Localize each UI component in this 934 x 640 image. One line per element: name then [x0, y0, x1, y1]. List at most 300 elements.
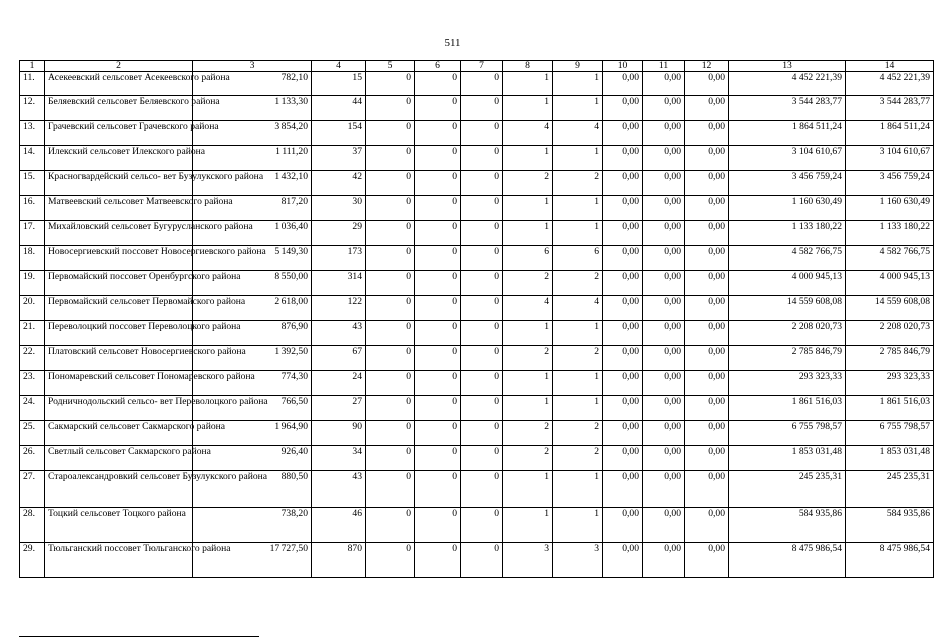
cell-c8: 6	[503, 246, 553, 271]
table-body	[20, 72, 934, 578]
cell-c5: 0	[366, 508, 415, 543]
cell-c4: 43	[312, 321, 366, 346]
cell-c7: 0	[461, 346, 503, 371]
cell-c6: 0	[415, 196, 461, 221]
cell-c13: 1 160 630,49	[729, 196, 846, 221]
cell-c13: 3 104 610,67	[729, 146, 846, 171]
cell-c3: 774,30	[193, 371, 312, 396]
cell-c3: 782,10	[193, 72, 312, 96]
cell-c12: 0,00	[685, 146, 729, 171]
cell-c14: 584 935,86	[846, 508, 934, 543]
cell-c9: 6	[553, 246, 603, 271]
cell-c13: 2 208 020,73	[729, 321, 846, 346]
cell-c6: 0	[415, 471, 461, 508]
cell-c5: 0	[366, 196, 415, 221]
cell-c4: 122	[312, 296, 366, 321]
cell-c7: 0	[461, 446, 503, 471]
cell-c6: 0	[415, 221, 461, 246]
cell-c5: 0	[366, 271, 415, 296]
table-row	[20, 471, 934, 508]
cell-c4: 46	[312, 508, 366, 543]
cell-c14: 14 559 608,08	[846, 296, 934, 321]
cell-c11: 0,00	[643, 296, 685, 321]
cell-c10: 0,00	[603, 346, 643, 371]
column-header: 2	[45, 61, 193, 72]
table-row	[20, 271, 934, 296]
cell-c10: 0,00	[603, 221, 643, 246]
row-number: 28.	[20, 508, 45, 543]
cell-c11: 0,00	[643, 72, 685, 96]
cell-c6: 0	[415, 121, 461, 146]
row-number: 13.	[20, 121, 45, 146]
cell-c7: 0	[461, 121, 503, 146]
cell-c6: 0	[415, 296, 461, 321]
table-row	[20, 196, 934, 221]
cell-c7: 0	[461, 471, 503, 508]
column-header: 11	[643, 61, 685, 72]
cell-c7: 0	[461, 221, 503, 246]
cell-c9: 1	[553, 96, 603, 121]
cell-c4: 173	[312, 246, 366, 271]
cell-c10: 0,00	[603, 296, 643, 321]
row-number: 14.	[20, 146, 45, 171]
table-row	[20, 72, 934, 96]
cell-c3: 1 964,90	[193, 421, 312, 446]
table-row	[20, 146, 934, 171]
table-row	[20, 296, 934, 321]
page-number: 511	[444, 37, 461, 49]
table-row	[20, 508, 934, 543]
cell-c13: 3 544 283,77	[729, 96, 846, 121]
row-number: 16.	[20, 196, 45, 221]
municipality-name: Сакмарский сельсовет Сакмарского района	[45, 421, 193, 446]
cell-c12: 0,00	[685, 296, 729, 321]
cell-c7: 0	[461, 508, 503, 543]
row-number: 17.	[20, 221, 45, 246]
cell-c6: 0	[415, 96, 461, 121]
cell-c10: 0,00	[603, 421, 643, 446]
cell-c5: 0	[366, 371, 415, 396]
table-row	[20, 396, 934, 421]
cell-c5: 0	[366, 296, 415, 321]
municipality-name: Красногвардейский сельсо- вет Бузулукского района	[45, 171, 193, 196]
cell-c3: 1 111,20	[193, 146, 312, 171]
municipality-name: Тоцкий сельсовет Тоцкого района	[45, 508, 193, 543]
cell-c7: 0	[461, 196, 503, 221]
cell-c8: 1	[503, 396, 553, 421]
cell-c13: 4 582 766,75	[729, 246, 846, 271]
cell-c11: 0,00	[643, 146, 685, 171]
cell-c5: 0	[366, 146, 415, 171]
cell-c4: 30	[312, 196, 366, 221]
cell-c5: 0	[366, 221, 415, 246]
cell-c13: 8 475 986,54	[729, 543, 846, 578]
cell-c8: 2	[503, 271, 553, 296]
cell-c8: 1	[503, 371, 553, 396]
cell-c10: 0,00	[603, 508, 643, 543]
cell-c3: 876,90	[193, 321, 312, 346]
cell-c8: 1	[503, 221, 553, 246]
cell-c11: 0,00	[643, 508, 685, 543]
cell-c9: 1	[553, 146, 603, 171]
cell-c13: 4 452 221,39	[729, 72, 846, 96]
cell-c8: 2	[503, 346, 553, 371]
cell-c9: 1	[553, 508, 603, 543]
column-header: 10	[603, 61, 643, 72]
municipality-name: Матвеевский сельсовет Матвеевского района	[45, 196, 193, 221]
cell-c11: 0,00	[643, 221, 685, 246]
cell-c7: 0	[461, 271, 503, 296]
table-row	[20, 371, 934, 396]
cell-c3: 17 727,50	[193, 543, 312, 578]
cell-c12: 0,00	[685, 396, 729, 421]
cell-c8: 2	[503, 171, 553, 196]
cell-c12: 0,00	[685, 221, 729, 246]
cell-c4: 43	[312, 471, 366, 508]
cell-c8: 4	[503, 296, 553, 321]
cell-c8: 2	[503, 446, 553, 471]
row-number: 15.	[20, 171, 45, 196]
municipality-name: Светлый сельсовет Сакмарского района	[45, 446, 193, 471]
cell-c9: 1	[553, 72, 603, 96]
cell-c11: 0,00	[643, 543, 685, 578]
column-header: 12	[685, 61, 729, 72]
cell-c10: 0,00	[603, 371, 643, 396]
cell-c14: 2 785 846,79	[846, 346, 934, 371]
municipality-name: Переволоцкий поссовет Переволоцкого района	[45, 321, 193, 346]
cell-c12: 0,00	[685, 196, 729, 221]
row-number: 24.	[20, 396, 45, 421]
cell-c4: 870	[312, 543, 366, 578]
cell-c14: 1 861 516,03	[846, 396, 934, 421]
cell-c6: 0	[415, 246, 461, 271]
cell-c10: 0,00	[603, 321, 643, 346]
cell-c13: 1 861 516,03	[729, 396, 846, 421]
municipality-name: Родничнодольский сельсо- вет Переволоцкого района	[45, 396, 193, 421]
cell-c12: 0,00	[685, 96, 729, 121]
table-row	[20, 246, 934, 271]
municipality-name: Грачевский сельсовет Грачевского района	[45, 121, 193, 146]
cell-c6: 0	[415, 396, 461, 421]
cell-c11: 0,00	[643, 196, 685, 221]
cell-c14: 1 160 630,49	[846, 196, 934, 221]
cell-c8: 1	[503, 321, 553, 346]
cell-c14: 4 582 766,75	[846, 246, 934, 271]
municipality-name: Первомайский сельсовет Первомайского района	[45, 296, 193, 321]
municipality-name: Платовский сельсовет Новосергиевского района	[45, 346, 193, 371]
cell-c11: 0,00	[643, 171, 685, 196]
cell-c6: 0	[415, 72, 461, 96]
cell-c6: 0	[415, 446, 461, 471]
cell-c8: 1	[503, 196, 553, 221]
row-number: 25.	[20, 421, 45, 446]
cell-c7: 0	[461, 246, 503, 271]
cell-c9: 4	[553, 296, 603, 321]
cell-c8: 3	[503, 543, 553, 578]
cell-c8: 1	[503, 146, 553, 171]
cell-c10: 0,00	[603, 72, 643, 96]
row-number: 23.	[20, 371, 45, 396]
cell-c11: 0,00	[643, 346, 685, 371]
table-row	[20, 121, 934, 146]
cell-c3: 766,50	[193, 396, 312, 421]
cell-c10: 0,00	[603, 396, 643, 421]
cell-c12: 0,00	[685, 246, 729, 271]
cell-c5: 0	[366, 72, 415, 96]
cell-c14: 2 208 020,73	[846, 321, 934, 346]
cell-c9: 2	[553, 346, 603, 371]
column-header: 6	[415, 61, 461, 72]
cell-c4: 90	[312, 421, 366, 446]
cell-c4: 42	[312, 171, 366, 196]
municipality-name: Первомайский поссовет Оренбургского района	[45, 271, 193, 296]
footnote-divider	[19, 636, 259, 637]
row-number: 27.	[20, 471, 45, 508]
cell-c6: 0	[415, 346, 461, 371]
cell-c7: 0	[461, 296, 503, 321]
data-table	[19, 60, 934, 578]
cell-c12: 0,00	[685, 543, 729, 578]
column-header: 1	[20, 61, 45, 72]
cell-c4: 67	[312, 346, 366, 371]
column-header: 3	[193, 61, 312, 72]
cell-c11: 0,00	[643, 371, 685, 396]
cell-c13: 1 853 031,48	[729, 446, 846, 471]
cell-c3: 3 854,20	[193, 121, 312, 146]
cell-c13: 6 755 798,57	[729, 421, 846, 446]
column-header: 4	[312, 61, 366, 72]
cell-c13: 2 785 846,79	[729, 346, 846, 371]
cell-c12: 0,00	[685, 446, 729, 471]
cell-c7: 0	[461, 321, 503, 346]
cell-c14: 1 133 180,22	[846, 221, 934, 246]
table-row	[20, 221, 934, 246]
cell-c3: 8 550,00	[193, 271, 312, 296]
cell-c4: 154	[312, 121, 366, 146]
cell-c13: 1 133 180,22	[729, 221, 846, 246]
table-row	[20, 321, 934, 346]
cell-c12: 0,00	[685, 72, 729, 96]
cell-c9: 1	[553, 471, 603, 508]
table-row	[20, 346, 934, 371]
cell-c5: 0	[366, 421, 415, 446]
cell-c7: 0	[461, 146, 503, 171]
cell-c7: 0	[461, 543, 503, 578]
cell-c14: 4 452 221,39	[846, 72, 934, 96]
cell-c8: 1	[503, 508, 553, 543]
municipality-name: Илекский сельсовет Илекского района	[45, 146, 193, 171]
cell-c8: 1	[503, 471, 553, 508]
cell-c5: 0	[366, 121, 415, 146]
cell-c9: 1	[553, 371, 603, 396]
municipality-name: Староалександровкий сельсовет Бузулукского района	[45, 471, 193, 508]
cell-c12: 0,00	[685, 371, 729, 396]
cell-c11: 0,00	[643, 421, 685, 446]
cell-c10: 0,00	[603, 543, 643, 578]
cell-c10: 0,00	[603, 146, 643, 171]
cell-c10: 0,00	[603, 121, 643, 146]
row-number: 18.	[20, 246, 45, 271]
row-number: 22.	[20, 346, 45, 371]
cell-c13: 293 323,33	[729, 371, 846, 396]
cell-c5: 0	[366, 171, 415, 196]
cell-c5: 0	[366, 543, 415, 578]
table-row	[20, 543, 934, 578]
cell-c4: 15	[312, 72, 366, 96]
cell-c14: 293 323,33	[846, 371, 934, 396]
cell-c9: 3	[553, 543, 603, 578]
table-row	[20, 446, 934, 471]
cell-c5: 0	[366, 96, 415, 121]
cell-c7: 0	[461, 72, 503, 96]
cell-c7: 0	[461, 396, 503, 421]
cell-c14: 1 864 511,24	[846, 121, 934, 146]
cell-c6: 0	[415, 371, 461, 396]
cell-c3: 1 432,10	[193, 171, 312, 196]
row-number: 12.	[20, 96, 45, 121]
column-header: 7	[461, 61, 503, 72]
cell-c11: 0,00	[643, 446, 685, 471]
cell-c8: 1	[503, 96, 553, 121]
cell-c10: 0,00	[603, 171, 643, 196]
cell-c11: 0,00	[643, 246, 685, 271]
cell-c14: 245 235,31	[846, 471, 934, 508]
municipality-name: Тюльганский поссовет Тюльганского района	[45, 543, 193, 578]
cell-c14: 6 755 798,57	[846, 421, 934, 446]
cell-c10: 0,00	[603, 246, 643, 271]
cell-c4: 29	[312, 221, 366, 246]
cell-c4: 27	[312, 396, 366, 421]
cell-c3: 880,50	[193, 471, 312, 508]
cell-c5: 0	[366, 396, 415, 421]
cell-c9: 2	[553, 271, 603, 296]
row-number: 29.	[20, 543, 45, 578]
cell-c12: 0,00	[685, 508, 729, 543]
cell-c3: 738,20	[193, 508, 312, 543]
municipality-name: Новосергиевский поссовет Новосергиевского района	[45, 246, 193, 271]
column-header: 8	[503, 61, 553, 72]
cell-c7: 0	[461, 421, 503, 446]
cell-c3: 1 133,30	[193, 96, 312, 121]
municipality-name: Пономаревский сельсовет Пономаревского района	[45, 371, 193, 396]
cell-c7: 0	[461, 371, 503, 396]
cell-c4: 24	[312, 371, 366, 396]
column-header: 9	[553, 61, 603, 72]
row-number: 19.	[20, 271, 45, 296]
cell-c13: 1 864 511,24	[729, 121, 846, 146]
municipality-name: Михайловский сельсовет Бугурусланского района	[45, 221, 193, 246]
cell-c12: 0,00	[685, 421, 729, 446]
cell-c8: 4	[503, 121, 553, 146]
cell-c12: 0,00	[685, 171, 729, 196]
cell-c14: 3 544 283,77	[846, 96, 934, 121]
cell-c7: 0	[461, 96, 503, 121]
cell-c6: 0	[415, 543, 461, 578]
cell-c5: 0	[366, 346, 415, 371]
cell-c5: 0	[366, 321, 415, 346]
cell-c13: 584 935,86	[729, 508, 846, 543]
cell-c3: 1 392,50	[193, 346, 312, 371]
cell-c11: 0,00	[643, 321, 685, 346]
row-number: 26.	[20, 446, 45, 471]
cell-c14: 3 456 759,24	[846, 171, 934, 196]
cell-c5: 0	[366, 446, 415, 471]
cell-c6: 0	[415, 508, 461, 543]
cell-c14: 1 853 031,48	[846, 446, 934, 471]
cell-c3: 5 149,30	[193, 246, 312, 271]
table-row	[20, 96, 934, 121]
cell-c4: 34	[312, 446, 366, 471]
cell-c3: 2 618,00	[193, 296, 312, 321]
cell-c9: 1	[553, 321, 603, 346]
cell-c12: 0,00	[685, 321, 729, 346]
cell-c11: 0,00	[643, 471, 685, 508]
cell-c12: 0,00	[685, 471, 729, 508]
cell-c9: 4	[553, 121, 603, 146]
cell-c13: 14 559 608,08	[729, 296, 846, 321]
cell-c5: 0	[366, 471, 415, 508]
column-header: 5	[366, 61, 415, 72]
cell-c9: 1	[553, 221, 603, 246]
cell-c9: 1	[553, 196, 603, 221]
table-row	[20, 421, 934, 446]
column-header: 14	[846, 61, 934, 72]
cell-c6: 0	[415, 171, 461, 196]
row-number: 21.	[20, 321, 45, 346]
cell-c4: 314	[312, 271, 366, 296]
cell-c10: 0,00	[603, 96, 643, 121]
cell-c8: 2	[503, 421, 553, 446]
cell-c3: 1 036,40	[193, 221, 312, 246]
row-number: 11.	[20, 72, 45, 96]
cell-c13: 4 000 945,13	[729, 271, 846, 296]
cell-c5: 0	[366, 246, 415, 271]
cell-c9: 2	[553, 421, 603, 446]
cell-c4: 44	[312, 96, 366, 121]
cell-c7: 0	[461, 171, 503, 196]
cell-c14: 3 104 610,67	[846, 146, 934, 171]
cell-c6: 0	[415, 421, 461, 446]
cell-c10: 0,00	[603, 471, 643, 508]
cell-c14: 8 475 986,54	[846, 543, 934, 578]
municipality-name: Беляевский сельсовет Беляевского района	[45, 96, 193, 121]
cell-c12: 0,00	[685, 271, 729, 296]
cell-c10: 0,00	[603, 446, 643, 471]
row-number: 20.	[20, 296, 45, 321]
cell-c3: 926,40	[193, 446, 312, 471]
cell-c9: 1	[553, 396, 603, 421]
cell-c4: 37	[312, 146, 366, 171]
cell-c13: 3 456 759,24	[729, 171, 846, 196]
header-row	[20, 61, 934, 72]
cell-c14: 4 000 945,13	[846, 271, 934, 296]
column-header: 13	[729, 61, 846, 72]
cell-c3: 817,20	[193, 196, 312, 221]
cell-c12: 0,00	[685, 346, 729, 371]
cell-c10: 0,00	[603, 196, 643, 221]
municipality-name: Асекеевский сельсовет Асекеевского района	[45, 72, 193, 96]
cell-c8: 1	[503, 72, 553, 96]
cell-c12: 0,00	[685, 121, 729, 146]
cell-c6: 0	[415, 271, 461, 296]
cell-c9: 2	[553, 446, 603, 471]
cell-c11: 0,00	[643, 271, 685, 296]
cell-c11: 0,00	[643, 96, 685, 121]
cell-c13: 245 235,31	[729, 471, 846, 508]
table-row	[20, 171, 934, 196]
cell-c11: 0,00	[643, 396, 685, 421]
cell-c11: 0,00	[643, 121, 685, 146]
